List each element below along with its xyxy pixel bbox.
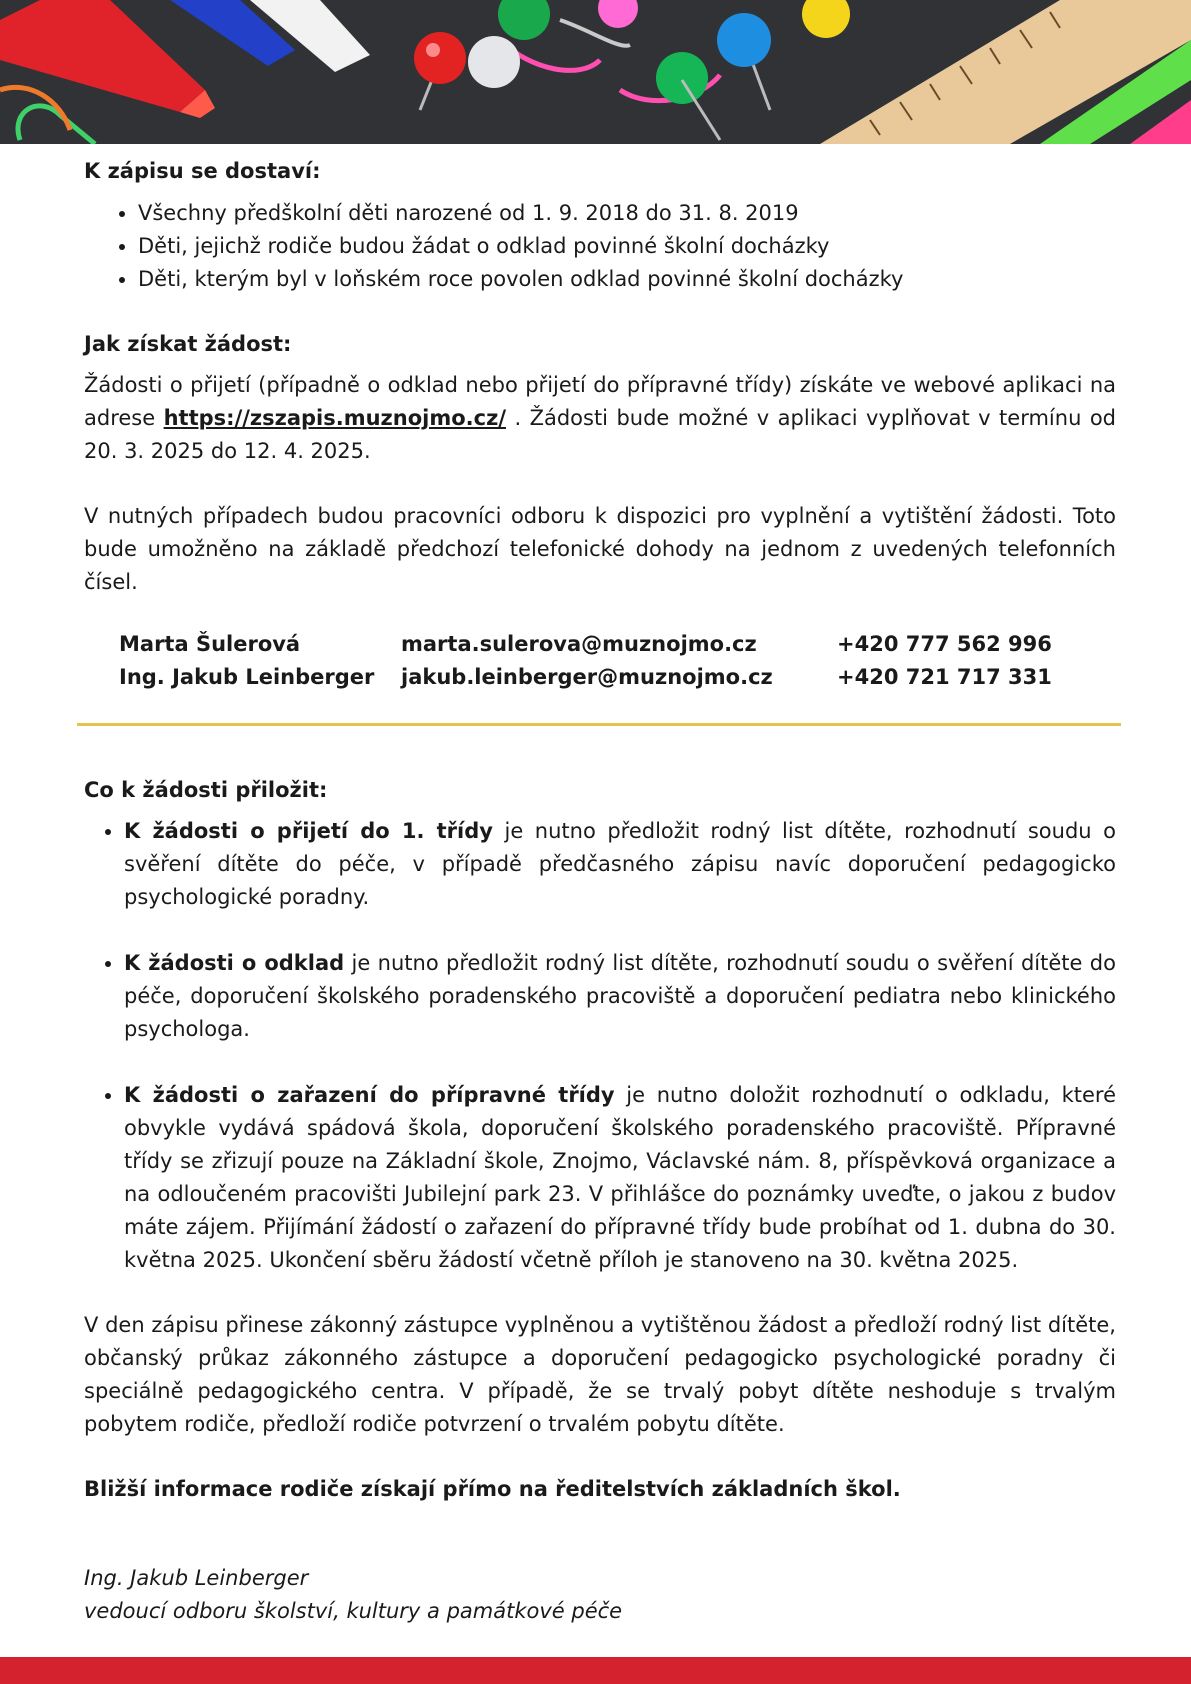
attachments-heading: Co k žádosti přiložit: [84,778,328,802]
contact-table [119,628,1116,694]
attend-item: • Děti, kterým byl v loňském roce povolen odklad povinné školní docházky [138,263,1116,296]
footer-bar [0,1657,1191,1684]
document-body [84,155,1116,1628]
attachments-list [84,815,1116,1277]
application-text-after: . Žádosti bude možné v aplikaci vyplňovat v termínu od 20. 3. 2025 do 12. 4. 2025. [84,406,1117,463]
attend-item: • Děti, jejichž rodiče budou žádat o odklad povinné školní docházky [138,230,1116,263]
attend-item: • Všechny předškolní děti narozené od 1. 9. 2018 do 31. 8. 2019 [138,197,1116,230]
signature-title: vedoucí odboru školství, kultury a památkové péče [84,1599,623,1623]
attachment-item-title: K žádosti o přijetí do 1. třídy [124,819,493,843]
contact-name: Ing. Jakub Leinberger [119,665,375,689]
attend-list [84,197,1116,296]
application-paragraph [84,369,1116,468]
assistance-paragraph: V nutných případech budou pracovníci odboru k dispozici pro vyplnění a vytištění žádosti. Toto bude umožněno na základě předchozí telefonické dohody na jednom z uvedených telefonních čísel. [84,504,1116,594]
contact-phone[interactable]: +420 721 717 331 [837,665,1052,689]
contact-email[interactable]: marta.sulerova@muznojmo.cz [401,632,757,656]
attachment-item-text: je nutno předložit rodný list dítěte, rozhodnutí soudu o svěření dítěte do péče, v případě předčasného zápisu navíc doporučení pedagogicko psychologické poradny. [124,819,1116,909]
signature-name: Ing. Jakub Leinberger [84,1566,309,1590]
attachment-item-text: je nutno doložit rozhodnutí o odkladu, které obvykle vydává spádová škola, doporučení školského poradenského pracoviště. Přípravné třídy se zřizují pouze na Základní škole, Znojmo, Václavské nám. 8, příspěvková organizace a na odloučeném pracovišti Jubilejní park 23. V přihlášce do poznámky uveďte, o jakou z budov máte zájem. Přijímání žádostí o zařazení do přípravné třídy bude probíhat od 1. dubna do 30. května 2025. Ukončení sběru žádostí včetně příloh je stanoveno na 30. května 2025. [124,1083,1116,1272]
attend-heading: K zápisu se dostaví: [84,159,321,183]
contact-email[interactable]: jakub.leinberger@muznojmo.cz [401,665,773,689]
contact-phone[interactable]: +420 777 562 996 [837,632,1052,656]
more-info-note: Bližší informace rodiče získají přímo na ředitelstvích základních škol. [84,1477,901,1501]
enrollment-app-link[interactable]: https://zszapis.muznojmo.cz/ [163,406,506,430]
attachment-item [124,947,1116,1046]
header-banner-image [0,0,1191,144]
application-text-before: Žádosti o přijetí (případně o odklad nebo přijetí do přípravné třídy) získáte ve webové aplikaci na adrese [84,373,1116,430]
attachment-item-title: K žádosti o odklad [124,951,345,975]
application-heading: Jak získat žádost: [84,332,292,356]
attachment-item [124,815,1116,914]
section-divider [77,723,1121,726]
contact-name: Marta Šulerová [119,632,301,656]
attachment-item [124,1079,1116,1277]
attachment-item-text: je nutno předložit rodný list dítěte, rozhodnutí soudu o svěření dítěte do péče, doporučení školského poradenského pracoviště a doporučení pediatra nebo klinického psychologa. [124,951,1116,1041]
enrollment-day-paragraph: V den zápisu přinese zákonný zástupce vyplněnou a vytištěnou žádost a předloží rodný list dítěte, občanský průkaz zákonného zástupce a doporučení pedagogicko psychologické poradny či speciálně pedagogického centra. V případě, že se trvalý pobyt dítěte neshoduje s trvalým pobytem rodiče, předloží rodiče potvrzení o trvalém pobytu dítěte. [84,1313,1116,1436]
attachment-item-title: K žádosti o zařazení do přípravné třídy [124,1083,615,1107]
